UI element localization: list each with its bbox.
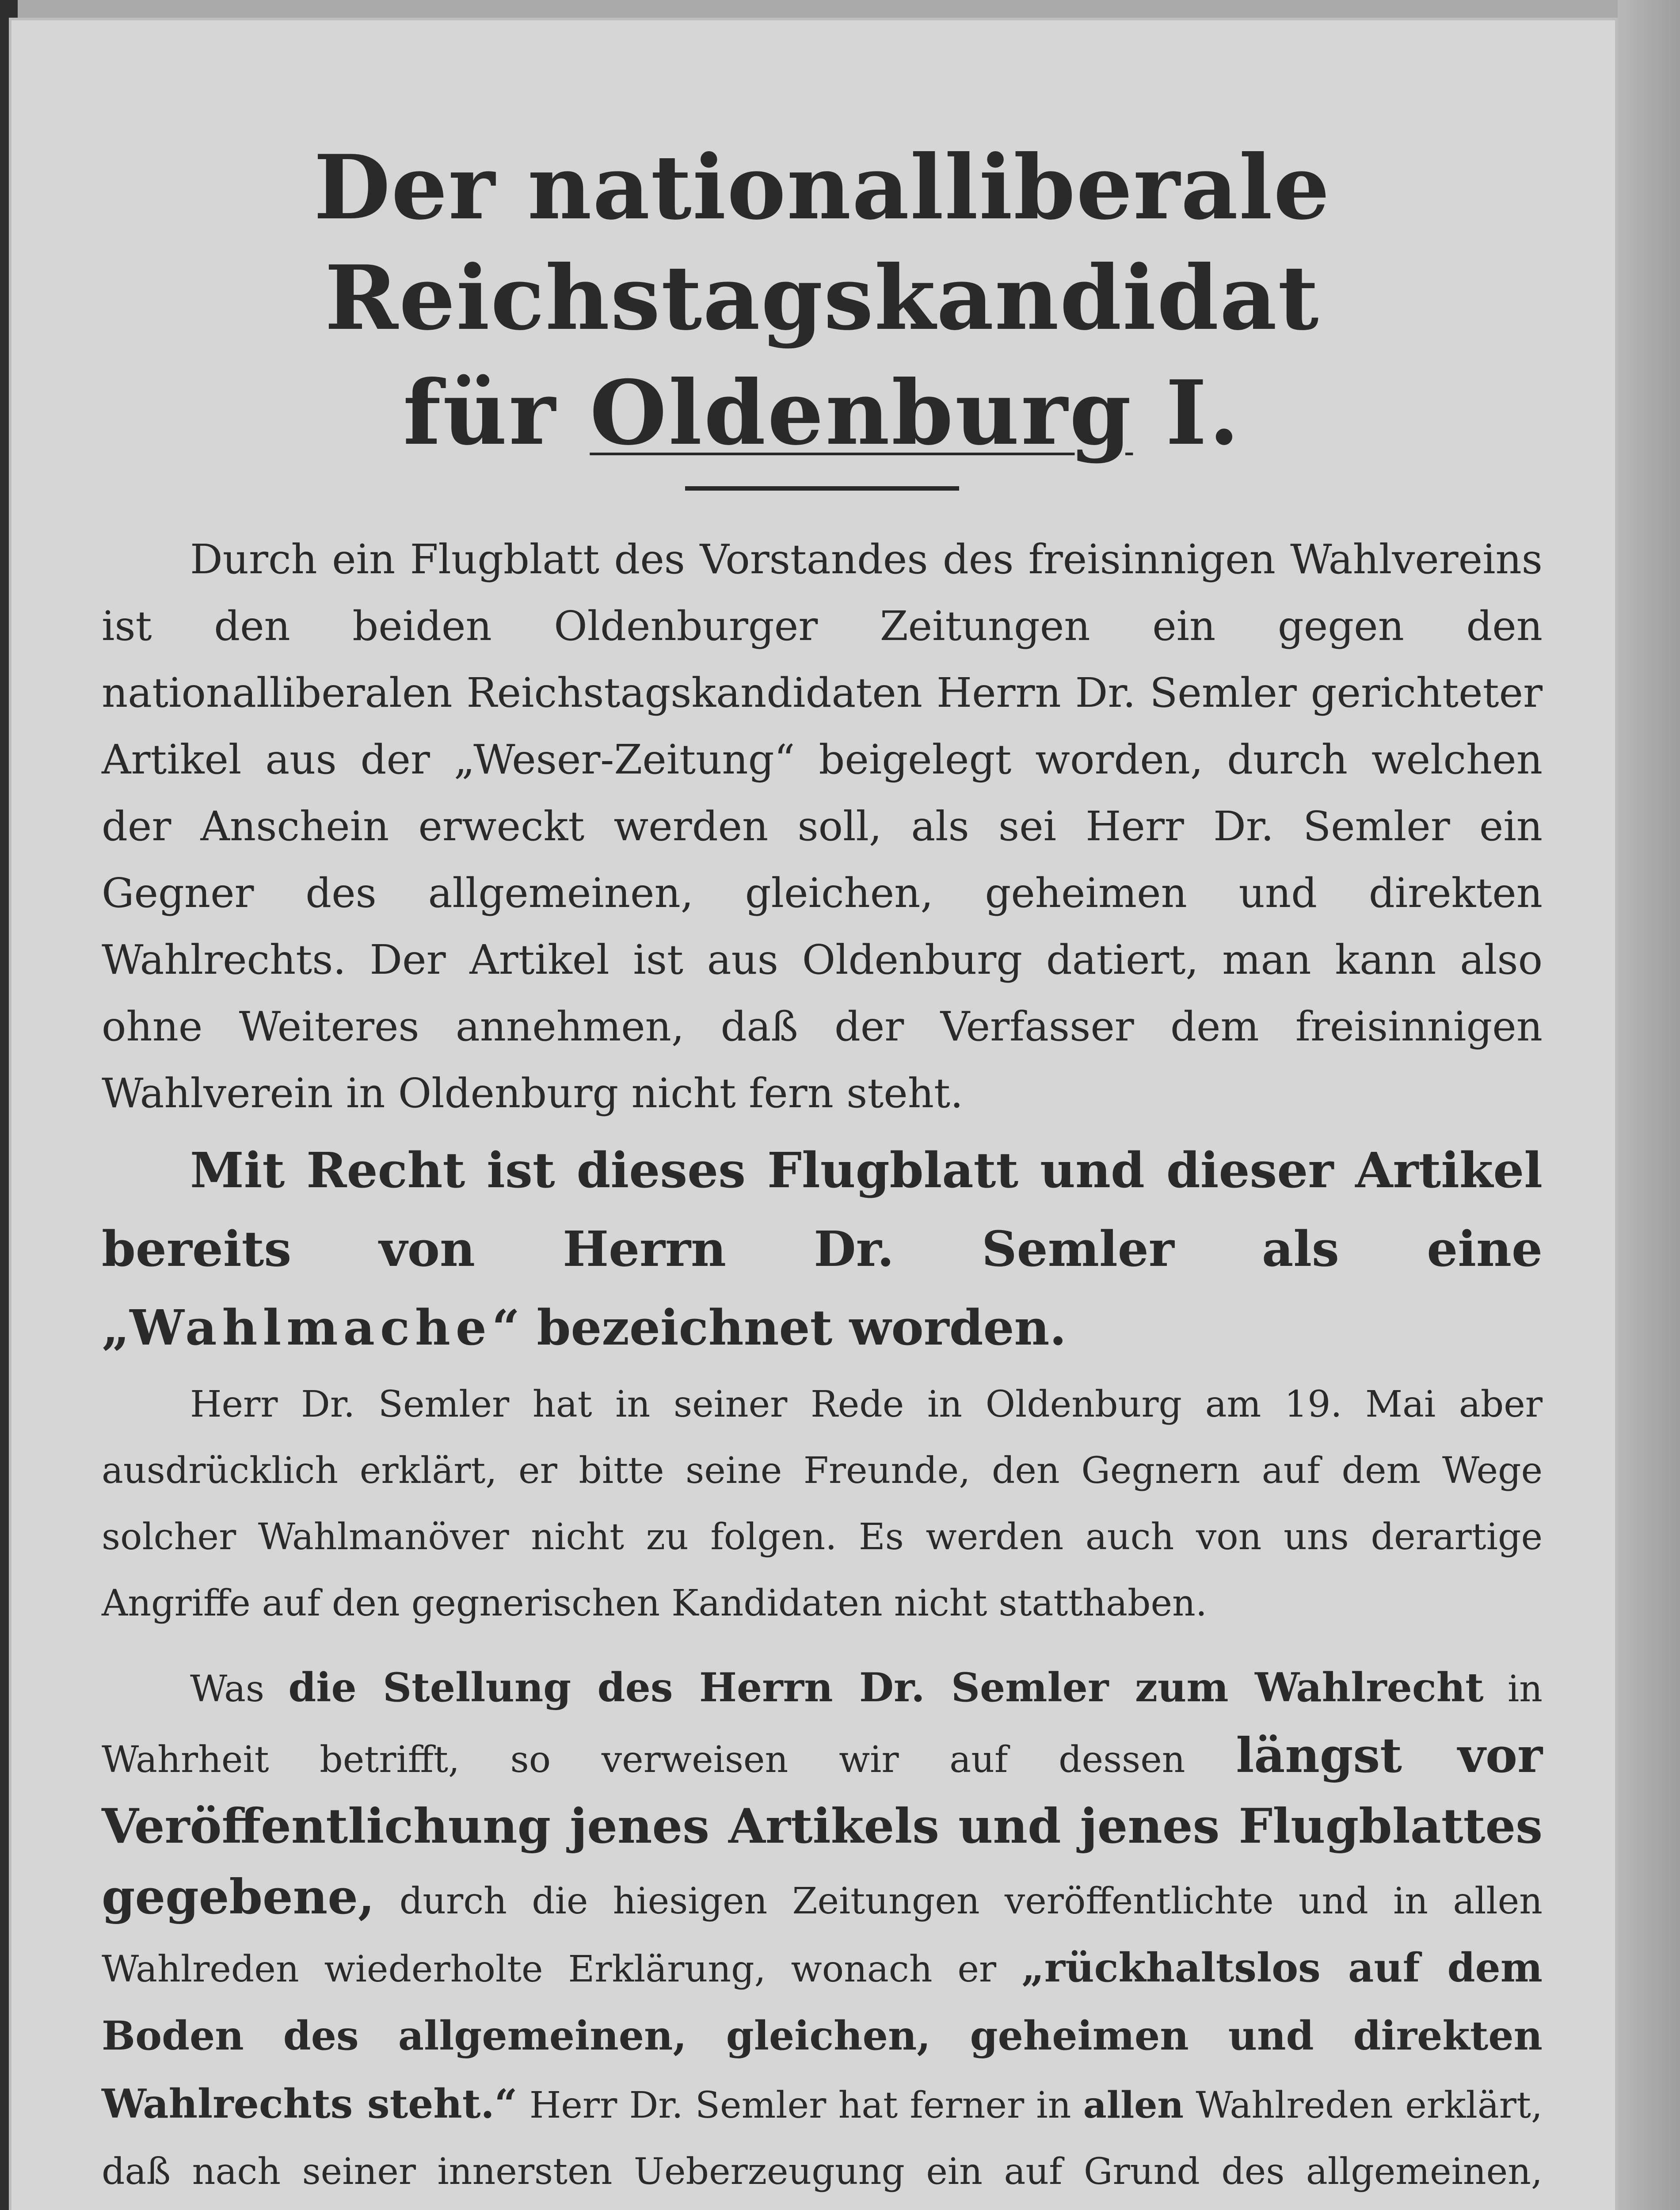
page-edge bbox=[1618, 0, 1680, 2210]
paragraph-4-d: längst vor Veröffentlichung jenes Artikels und jenes Flugblattes gegebene, bbox=[102, 1728, 1543, 1925]
headline-suffix: I. bbox=[1133, 361, 1242, 465]
paragraph-4-i: Wahlreden erklärt, daß nach seiner innersten Ueberzeugung ein auf Grund des allgemeinen, bbox=[102, 2084, 1543, 2193]
paragraph-4-e: durch die hiesigen Zeitungen veröffentlichte und in allen Wahlreden wiederholte Erklärung, wonach er bbox=[102, 1880, 1543, 1990]
paragraph-4-h: allen bbox=[1083, 2084, 1184, 2126]
headline-place: Oldenburg bbox=[590, 361, 1133, 465]
document-page bbox=[9, 18, 1618, 2210]
paragraph-1: Durch ein Flugblatt des Vorstandes des freisinnigen Wahlvereins ist den beiden Oldenburger Zeitungen ein gegen den nationalliberalen Reichstagskandidaten Herrn Dr. Semler gerichteter Artikel aus der „Weser-Zeitung“ beigelegt worden, durch welchen der Anschein erweckt werden soll, als sei Herr Dr. Semler ein Gegner des allgemeinen, gleichen, geheimen und direkten Wahlrechts. Der Artikel ist aus Oldenburg datiert, man kann also ohne Weiteres annehmen, daß der Verfasser dem freisinnigen Wahlverein in Oldenburg nicht fern steht. bbox=[102, 536, 1543, 1117]
paragraph-2-text-b: “ bezeichnet worden. bbox=[491, 1299, 1067, 1356]
paragraph-4-c: in Wahrheit betrifft, so verweisen wir auf dessen bbox=[102, 1668, 1543, 1781]
headline-prefix: für bbox=[403, 361, 590, 465]
headline-line-2 bbox=[102, 358, 1543, 469]
paragraph-2 bbox=[102, 1131, 1543, 1367]
paragraph-2-spaced-word: Wahlmache bbox=[130, 1299, 492, 1356]
paragraph-2-text-a: Mit Recht ist dieses Flugblatt und dieser Artikel bereits von Herrn Dr. Semler als eine „ bbox=[102, 1142, 1543, 1356]
paragraph-4-a: Was bbox=[190, 1668, 289, 1710]
paragraph-3: Herr Dr. Semler hat in seiner Rede in Oldenburg am 19. Mai aber ausdrücklich erklärt, er bitte seine Freunde, den Gegnern auf dem Wege solcher Wahlmanöver nicht zu folgen. Es werden auch von uns derartige Angriffe auf den gegnerischen Kandidaten nicht statthaben. bbox=[102, 1383, 1543, 1624]
paragraph-4-f: „rückhaltslos auf dem Boden des allgemeinen, gleichen, geheimen und direkten Wahlrechts steht.“ bbox=[102, 1944, 1543, 2127]
document-content bbox=[102, 133, 1543, 2210]
paragraph-4-g: Herr Dr. Semler hat ferner in bbox=[517, 2084, 1083, 2126]
headline-line-1: Der nationalliberale Reichstagskandidat bbox=[313, 136, 1331, 350]
paragraph-4 bbox=[102, 1654, 1543, 2210]
paragraph-4-b: die Stellung des Herrn Dr. Semler zum Wahlrecht bbox=[288, 1664, 1484, 1711]
headline-rule bbox=[685, 486, 959, 491]
